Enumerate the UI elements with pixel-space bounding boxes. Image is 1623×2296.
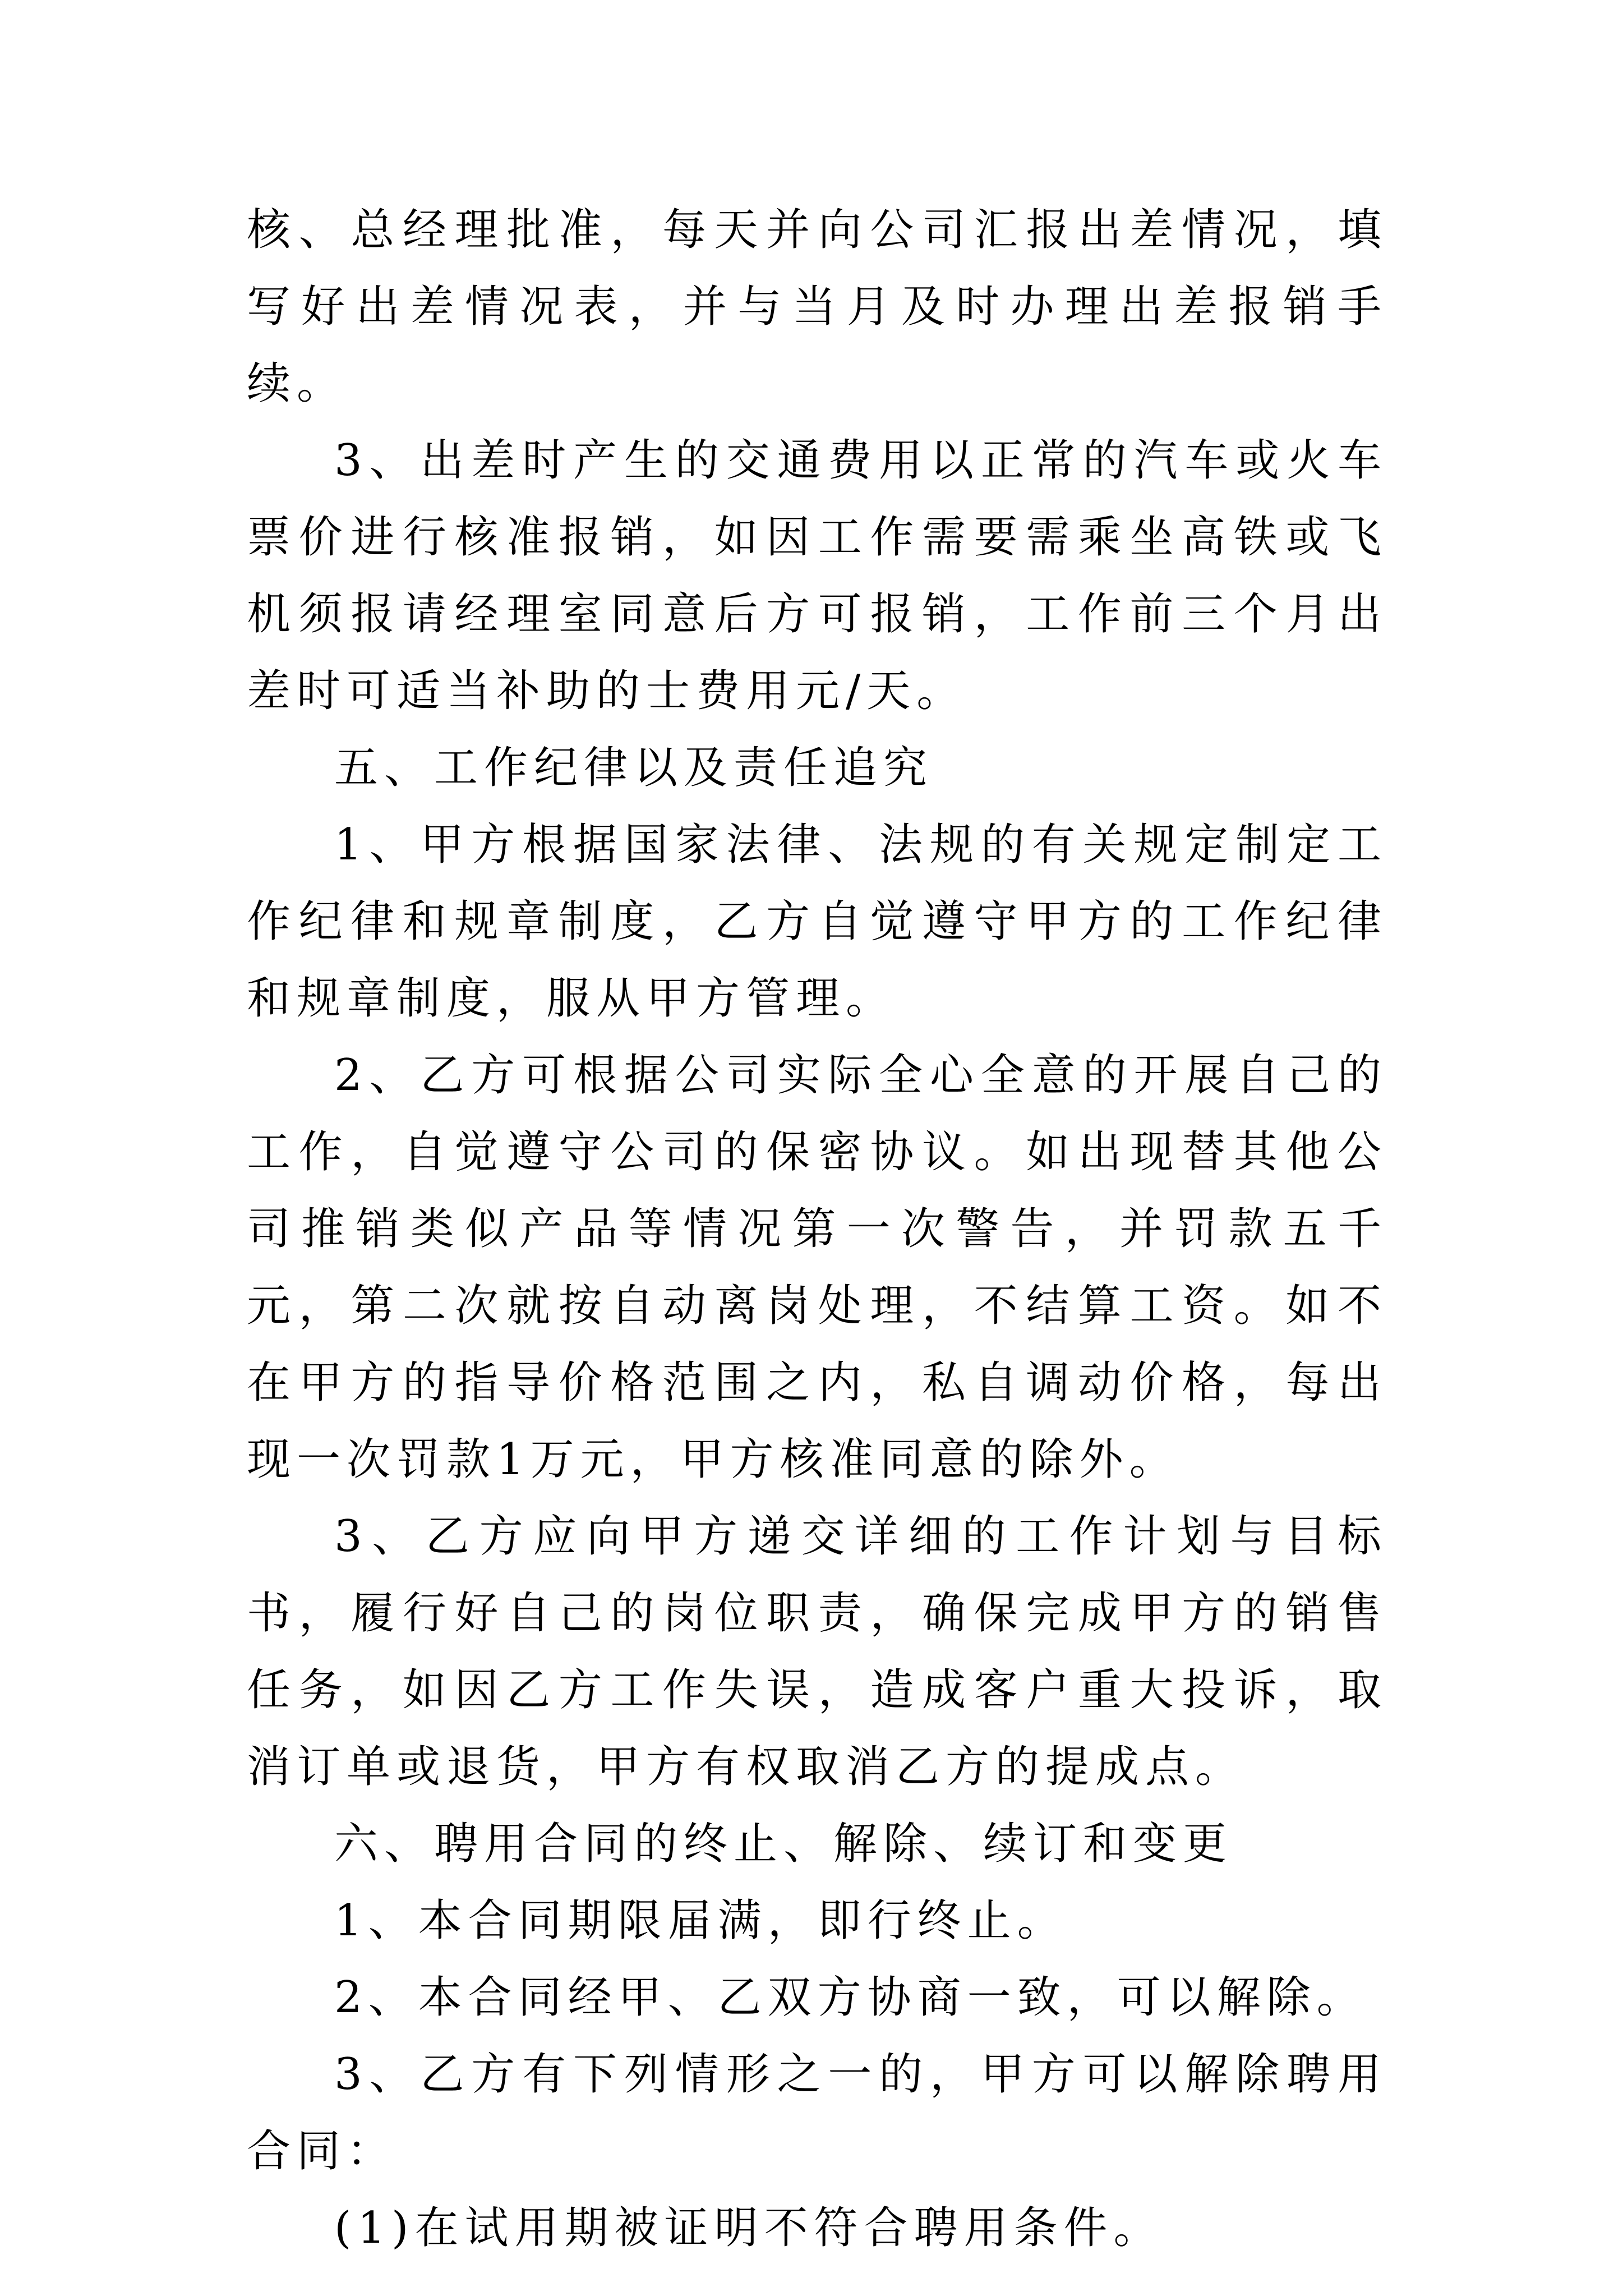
paragraph-termination-item-1: (1)在试用期被证明不符合聘用条件。 bbox=[334, 2203, 1164, 2253]
paragraph-discipline-3: 3、乙方应向甲方递交详细的工作计划与目标书，履行好自己的岗位职责，确保完成甲方的销售任务，如因乙方工作失误，造成客户重大投诉，取消订单或退货，甲方有权取消乙方的提成点。 bbox=[247, 1511, 1387, 1792]
paragraph-termination-3: 3、乙方有下列情形之一的，甲方可以解除聘用合同： bbox=[247, 2049, 1387, 2177]
section-heading-contract-termination: 六、聘用合同的终止、解除、续订和变更 bbox=[334, 1819, 1233, 1869]
section-heading-work-discipline: 五、工作纪律以及责任追究 bbox=[334, 743, 934, 793]
document-body bbox=[247, 192, 1387, 2267]
paragraph-termination-2: 2、本合同经甲、乙双方协商一致，可以解除。 bbox=[334, 1972, 1367, 2023]
paragraph-travel-expenses: 3、出差时产生的交通费用以正常的汽车或火车票价进行核准报销，如因工作需要需乘坐高铁或飞机须报请经理室同意后方可报销，工作前三个月出差时可适当补助的士费用元/天。 bbox=[247, 435, 1387, 716]
paragraph-discipline-1: 1、甲方根据国家法律、法规的有关规定制定工作纪律和规章制度，乙方自觉遵守甲方的工作纪律和规章制度，服从甲方管理。 bbox=[247, 820, 1387, 1024]
paragraph-continuation: 核、总经理批准，每天并向公司汇报出差情况，填写好出差情况表，并与当月及时办理出差报销手续。 bbox=[247, 205, 1387, 409]
paragraph-termination-1: 1、本合同期限届满，即行终止。 bbox=[334, 1895, 1067, 1946]
paragraph-discipline-2: 2、乙方可根据公司实际全心全意的开展自己的工作，自觉遵守公司的保密协议。如出现替其他公司推销类似产品等情况第一次警告，并罚款五千元，第二次就按自动离岗处理，不结算工资。如不在甲方的指导价格范围之内，私自调动价格，每出现一次罚款1万元，甲方核准同意的除外。 bbox=[247, 1050, 1387, 1485]
